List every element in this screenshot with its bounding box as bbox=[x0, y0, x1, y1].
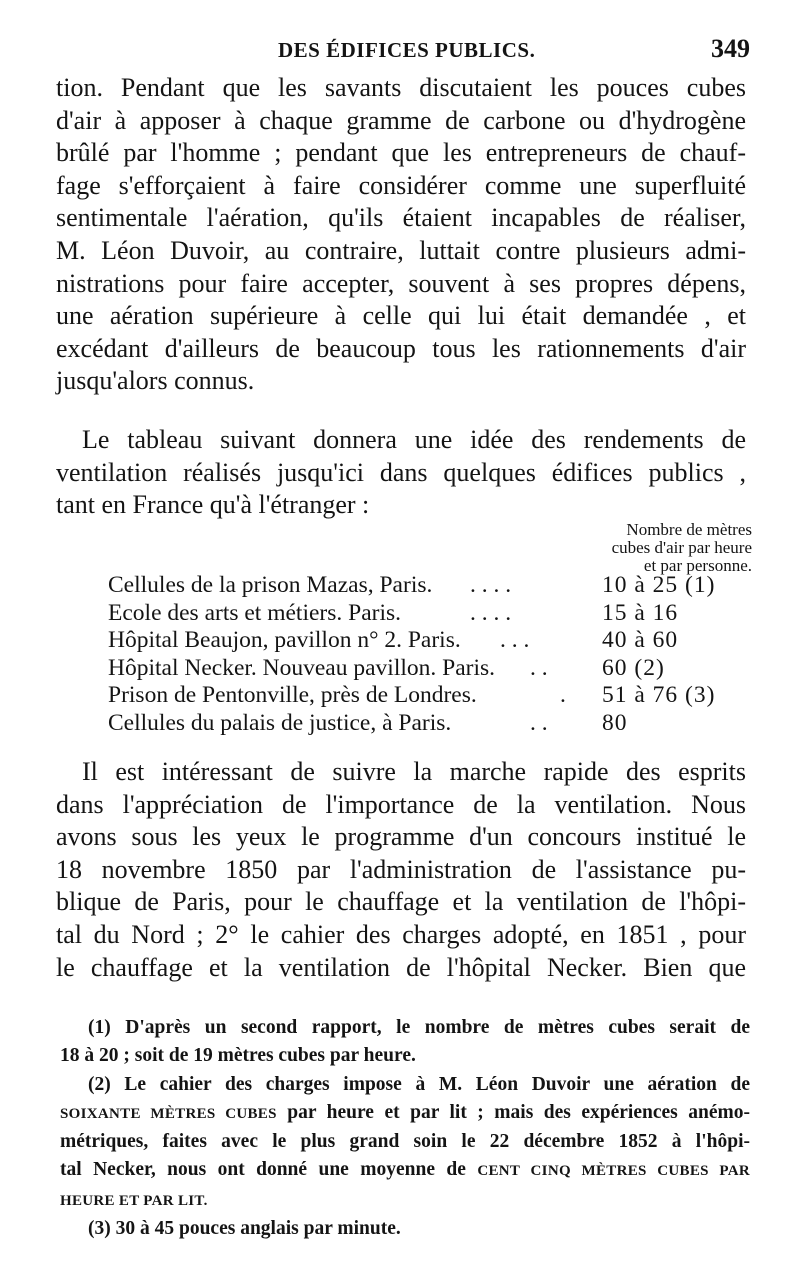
row-label: Hôpital Necker. Nouveau pavillon. Paris. bbox=[108, 654, 496, 681]
table-row bbox=[108, 627, 748, 655]
footnote-2-line bbox=[60, 1186, 750, 1215]
text-line: excédant d'ailleurs de beaucoup tous les rationnements d'air bbox=[56, 333, 746, 363]
table-row bbox=[108, 655, 748, 683]
page-header bbox=[60, 34, 750, 70]
footnote-1-line: (1) D'après un second rapport, le nombre de mètres cubes serait de bbox=[88, 1017, 750, 1038]
row-label: Cellules de la prison Mazas, Paris. bbox=[108, 572, 433, 598]
leader-dots: . . . . bbox=[470, 572, 512, 598]
small-caps-text: CENT CINQ MÈTRES CUBES PAR bbox=[477, 1163, 750, 1180]
ventilation-table bbox=[108, 572, 748, 737]
footnote-2-line: (2) Le cahier des charges impose à M. Léon Duvoir une aération de bbox=[88, 1073, 750, 1095]
footnote-2-line: métriques, faites avec le plus grand soin le 22 décembre 1852 à l'hôpi- bbox=[60, 1131, 750, 1153]
table-row bbox=[108, 572, 748, 600]
small-caps-text: HEURE ET PAR LIT. bbox=[60, 1192, 208, 1209]
running-title: DES ÉDIFICES PUBLICS. bbox=[278, 38, 536, 62]
paragraph-3 bbox=[56, 756, 746, 984]
paragraph-2 bbox=[56, 424, 746, 522]
text-line: tant en France qu'à l'étranger : bbox=[56, 490, 370, 520]
footnote-1-line: 18 à 20 ; soit de 19 mètres cubes par heure. bbox=[60, 1045, 416, 1067]
text-line: sentimentale l'aération, qu'ils étaient incapables de réaliser, bbox=[56, 203, 746, 233]
caption-line: Nombre de mètres bbox=[626, 520, 752, 539]
footnote-3-line: (3) 30 à 45 pouces anglais par minute. bbox=[88, 1218, 401, 1240]
footnote-2-line bbox=[60, 1156, 750, 1185]
caption-line: cubes d'air par heure bbox=[611, 538, 752, 557]
leader-dots: . bbox=[560, 682, 566, 708]
table-row bbox=[108, 682, 748, 710]
row-label: Prison de Pentonville, près de Londres. bbox=[108, 682, 477, 708]
text-line: ventilation réalisés jusqu'ici dans quelques édifices publics , bbox=[56, 457, 746, 487]
footnote-text: tal Necker, nous ont donné une moyenne de bbox=[60, 1159, 478, 1181]
text-line: avons sous les yeux le programme d'un concours institué le bbox=[56, 822, 746, 852]
row-value: 51 à 76 (3) bbox=[602, 682, 716, 708]
caption-line: et par personne. bbox=[643, 556, 752, 575]
text-line: tal du Nord ; 2° le cahier des charges adopté, en 1851 , pour bbox=[56, 919, 746, 949]
text-line: dans l'appréciation de l'importance de la ventilation. Nous bbox=[56, 789, 746, 819]
page-number: 349 bbox=[711, 34, 750, 63]
leader-dots: . . . bbox=[500, 627, 530, 653]
table-row bbox=[108, 600, 748, 628]
text-line: brûlé par l'homme ; pendant que les entrepreneurs de chauf- bbox=[56, 138, 746, 168]
text-line: le chauffage et la ventilation de l'hôpital Necker. Bien que bbox=[56, 952, 746, 982]
text-line: d'air à apposer à chaque gramme de carbone ou d'hydrogène bbox=[56, 105, 746, 135]
text-line: tion. Pendant que les savants discutaient les pouces cubes bbox=[56, 73, 746, 102]
leader-dots: . . bbox=[530, 654, 548, 681]
footnotes bbox=[60, 1014, 750, 1243]
leader-dots: . . . . bbox=[470, 599, 512, 626]
text-line: Il est intéressant de suivre la marche rapide des esprits bbox=[82, 757, 746, 786]
row-value: 10 à 25 (1) bbox=[602, 572, 716, 598]
text-line: Le tableau suivant donnera une idée des rendements de bbox=[82, 425, 746, 454]
small-caps-text: SOIXANTE MÈTRES CUBES bbox=[60, 1105, 277, 1122]
text-line: fage s'efforçaient à faire considérer comme une superfluité bbox=[56, 170, 746, 200]
text-line: 18 novembre 1850 par l'administration de l'assistance pu- bbox=[56, 854, 746, 884]
text-line: une aération supérieure à celle qui lui était demandée , et bbox=[56, 301, 746, 331]
row-label: Cellules du palais de justice, à Paris. bbox=[108, 709, 452, 736]
row-value: 80 bbox=[602, 709, 628, 736]
text-line: blique de Paris, pour le chauffage et la ventilation de l'hôpi- bbox=[56, 887, 746, 917]
footnote-text: par heure et par lit ; mais des expériences anémo- bbox=[276, 1101, 750, 1123]
row-label: Hôpital Beaujon, pavillon n° 2. Paris. bbox=[108, 627, 461, 653]
row-label: Ecole des arts et métiers. Paris. bbox=[108, 599, 402, 626]
footnote-2-line bbox=[60, 1099, 750, 1128]
table-caption bbox=[572, 521, 752, 575]
row-value: 40 à 60 bbox=[602, 627, 679, 653]
text-line: jusqu'alors connus. bbox=[56, 366, 255, 396]
row-value: 60 (2) bbox=[602, 654, 665, 681]
paragraph-1 bbox=[56, 72, 746, 398]
text-line: M. Léon Duvoir, au contraire, luttait contre plusieurs admi- bbox=[56, 235, 746, 265]
leader-dots: . . bbox=[530, 709, 548, 736]
table-row bbox=[108, 710, 748, 738]
text-line: nistrations pour faire accepter, souvent à ses propres dépens, bbox=[56, 268, 746, 298]
row-value: 15 à 16 bbox=[602, 599, 679, 626]
